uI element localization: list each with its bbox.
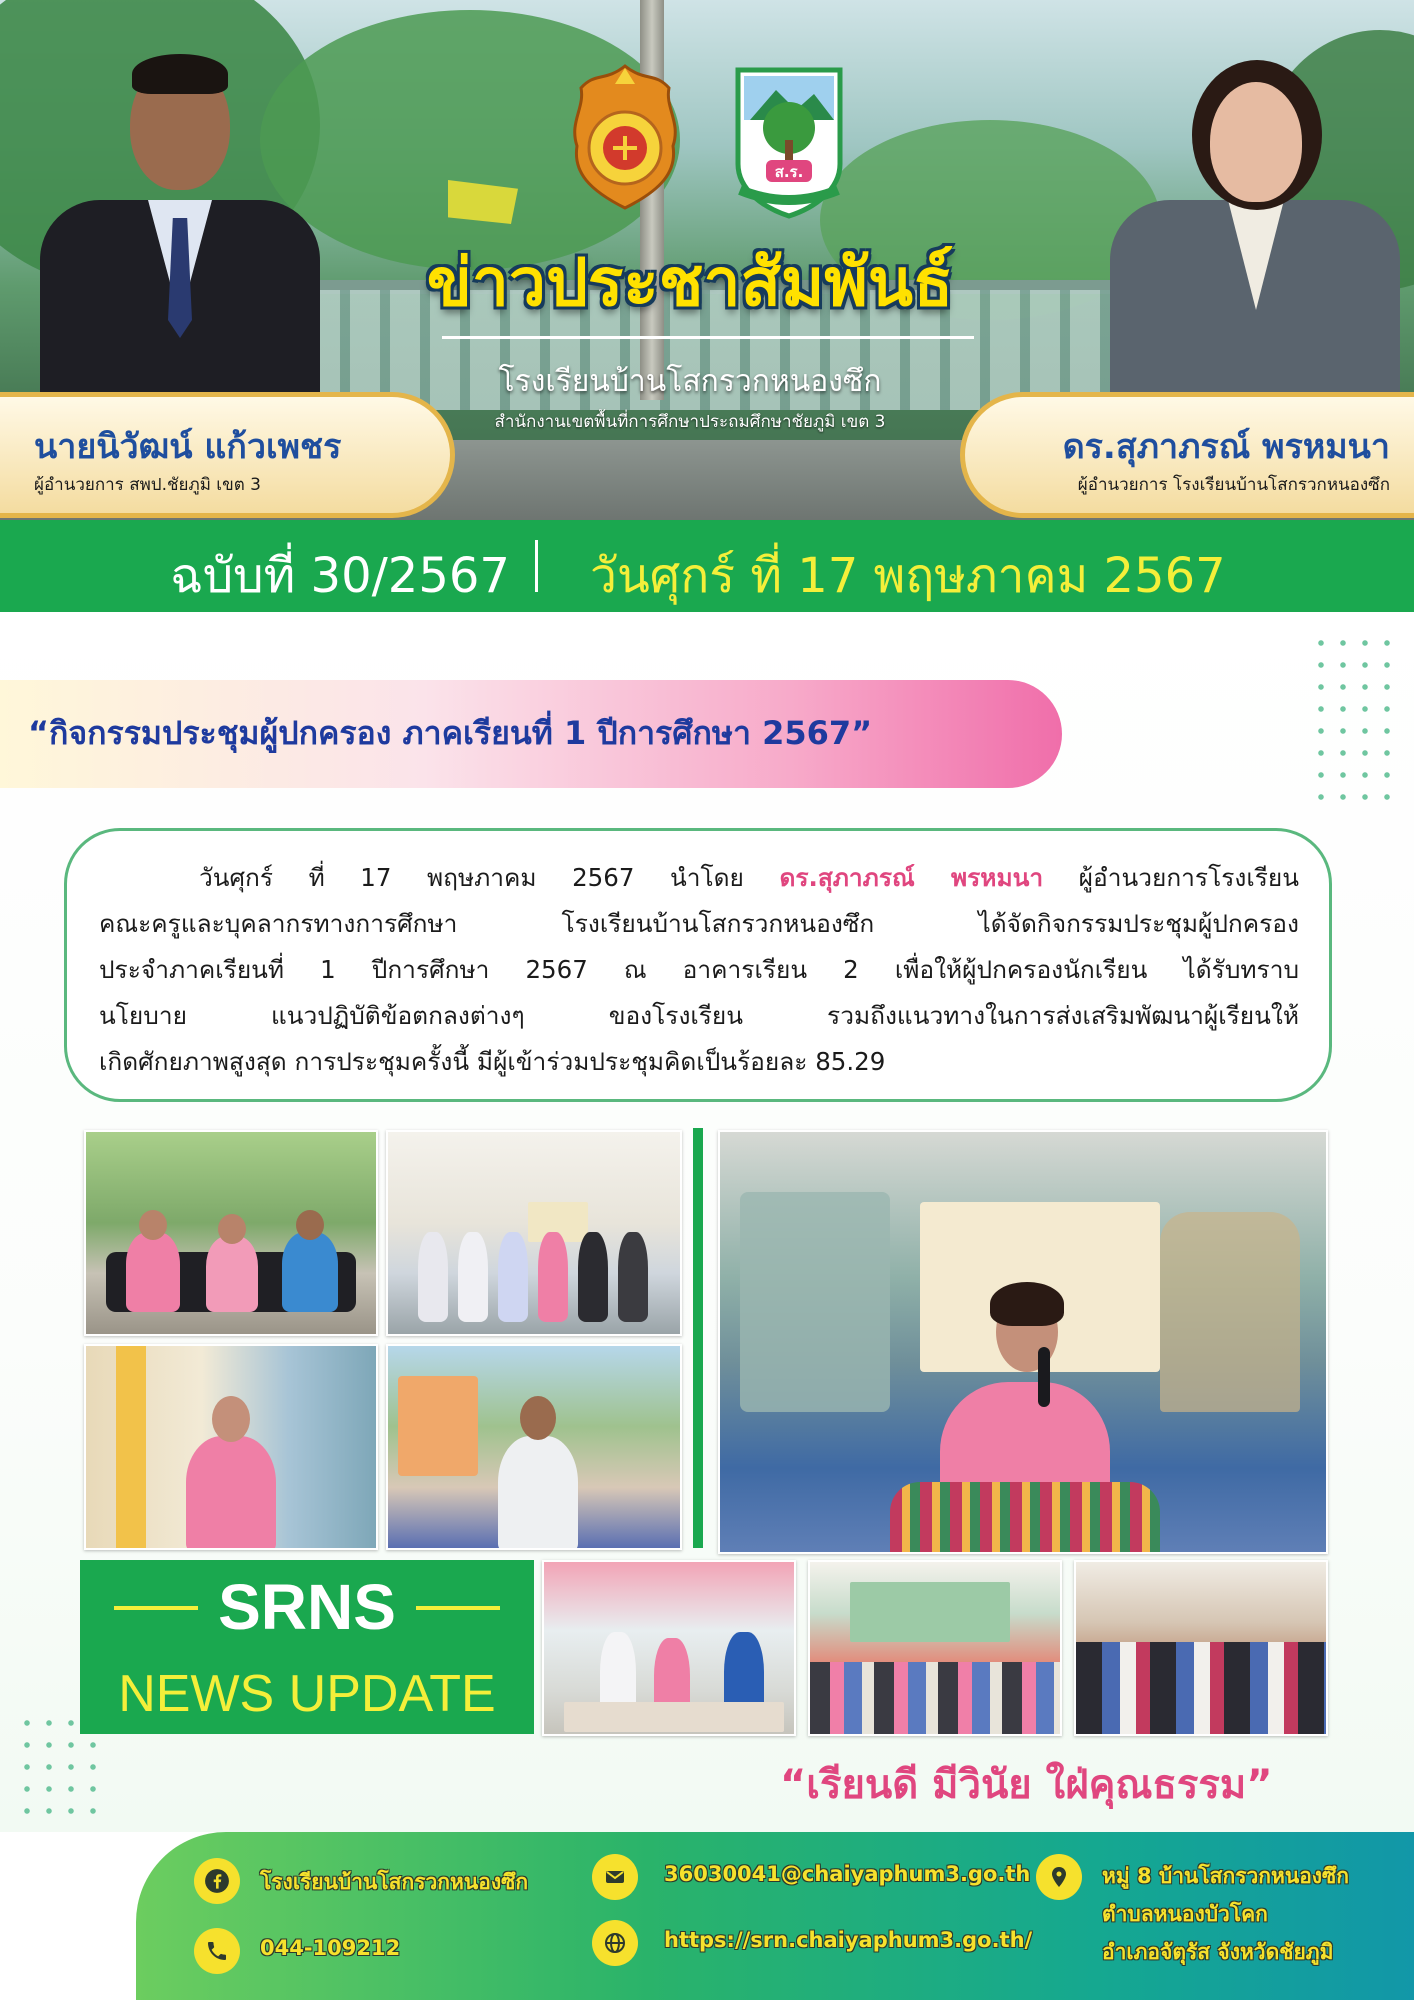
- logo-badge-text: ส.ร.: [774, 163, 804, 181]
- person-pink-1: [126, 1232, 180, 1312]
- photo-sofa-meeting: [84, 1130, 378, 1336]
- obec-emblem-icon: [565, 62, 685, 212]
- photo-audience-2: [1074, 1560, 1328, 1736]
- article-line-1a: วันศุกร์ ที่ 17 พฤษภาคม 2567 นำโดย: [199, 863, 780, 892]
- person: [458, 1232, 488, 1322]
- issue-separator: [535, 540, 538, 592]
- head: [296, 1210, 324, 1240]
- article-line-1b: ผู้อำนวยการโรงเรียน: [1043, 863, 1299, 892]
- office-name: สำนักงานเขตพื้นที่การศึกษาประถมศึกษาชัยภูมิ เขต 3: [494, 412, 886, 432]
- page-title: ข่าวประชาสัมพันธ์: [426, 244, 954, 321]
- person-pink-2: [206, 1236, 258, 1312]
- article-box: [64, 828, 1332, 1102]
- hair: [132, 54, 228, 94]
- mail-icon: [592, 1854, 638, 1900]
- face: [1210, 82, 1302, 202]
- address-line-3: อำเภอจัตุรัส จังหวัดชัยภูมิ: [1102, 1940, 1334, 1964]
- photo-audience-1: [808, 1560, 1062, 1736]
- title-divider: [442, 336, 974, 339]
- location-pin-icon: [1036, 1854, 1082, 1900]
- issue-number: ฉบับที่ 30/2567: [170, 548, 510, 604]
- head: [212, 1396, 250, 1442]
- head: [218, 1214, 246, 1244]
- dot-pattern-top-right: [1310, 632, 1398, 808]
- right-person-role: ผู้อำนวยการ โรงเรียนบ้านโสกรวกหนองซึก: [1077, 475, 1390, 495]
- article-line-1: [99, 855, 1299, 901]
- address-line-2: ตำบลหนองบัวโคก: [1102, 1902, 1268, 1926]
- head: [139, 1210, 167, 1240]
- photo-director-speaking: [718, 1130, 1328, 1554]
- woman-pink: [186, 1436, 276, 1550]
- phone-icon: [194, 1928, 240, 1974]
- waterfall-mural: [740, 1192, 890, 1412]
- left-person-photo: [30, 50, 330, 400]
- head: [520, 1396, 556, 1440]
- srns-title: SRNS: [218, 1571, 396, 1643]
- person: [578, 1232, 608, 1322]
- email-address[interactable]: 36030041@chaiyaphum3.go.th: [664, 1862, 1031, 1886]
- srns-subtitle: NEWS UPDATE: [118, 1665, 496, 1723]
- table-cloth: [890, 1482, 1160, 1554]
- left-name-plate: [0, 392, 455, 518]
- headline-banner: [0, 680, 1062, 788]
- phone-number[interactable]: 044-109212: [260, 1936, 401, 1960]
- photo-divider: [693, 1128, 703, 1548]
- footer-contact-bar: [136, 1832, 1414, 2000]
- right-person-photo: [1110, 60, 1410, 400]
- article-line-5: เกิดศักยภาพสูงสุด การประชุมครั้งนี้ มีผู้เข้าร่วมประชุมคิดเป็นร้อยละ 85.29: [99, 1047, 886, 1076]
- person: [498, 1232, 528, 1322]
- headline-text: “กิจกรรมประชุมผู้ปกครอง ภาคเรียนที่ 1 ปีการศึกษา 2567”: [28, 714, 873, 752]
- facebook-icon: [194, 1858, 240, 1904]
- person: [418, 1232, 448, 1322]
- issue-date: วันศุกร์ ที่ 17 พฤษภาคม 2567: [590, 548, 1226, 604]
- person: [618, 1232, 648, 1322]
- facebook-page-name[interactable]: โรงเรียนบ้านโสกรวกหนองซึก: [260, 1870, 529, 1894]
- temple-mural: [1160, 1212, 1300, 1412]
- photo-woman-seated: [84, 1344, 378, 1550]
- school-name: โรงเรียนบ้านโสกรวกหนองซึก: [498, 364, 882, 399]
- photo-group-standing: [386, 1130, 682, 1336]
- right-name-plate: [960, 392, 1414, 518]
- issue-bar: [0, 520, 1414, 612]
- article-line-4: นโยบาย แนวปฏิบัติข้อตกลงต่างๆ ของโรงเรียน รวมถึงแนวทางในการส่งเสริมพัฒนาผู้เรียนให้: [99, 1001, 1299, 1030]
- website-link[interactable]: https://srn.chaiyaphum3.go.th/: [664, 1928, 1033, 1952]
- hair: [990, 1282, 1064, 1326]
- photo-registration-desk: [542, 1560, 796, 1736]
- article-line-3: ประจำภาคเรียนที่ 1 ปีการศึกษา 2567 ณ อาคารเรียน 2 เพื่อให้ผู้ปกครองนักเรียน ได้รับทราบ: [99, 955, 1299, 984]
- address-line-1: หมู่ 8 บ้านโสกรวกหนองซึก: [1102, 1864, 1350, 1888]
- article-highlight-name: ดร.สุภาภรณ์ พรหมนา: [779, 863, 1044, 892]
- school-logo-icon: [730, 60, 848, 220]
- school-motto: “เรียนดี มีวินัย ใฝ่คุณธรรม”: [780, 1762, 1273, 1808]
- pillar: [116, 1346, 146, 1550]
- globe-icon: [592, 1920, 638, 1966]
- person: [538, 1232, 568, 1322]
- photo-man-speaking: [386, 1344, 682, 1550]
- desk: [564, 1702, 784, 1732]
- article-line-2: คณะครูและบุคลากรทางการศึกษา โรงเรียนบ้านโสกรวกหนองซึก ได้จัดกิจกรรมประชุมผู้ปกครอง: [99, 909, 1299, 938]
- right-person-name: ดร.สุภาภรณ์ พรหมนา: [1062, 427, 1390, 467]
- srns-news-update-box: [80, 1560, 534, 1734]
- left-person-role: ผู้อำนวยการ สพป.ชัยภูมิ เขต 3: [34, 475, 262, 495]
- article-text: [99, 855, 1299, 1085]
- audience-row: [1076, 1642, 1328, 1736]
- stage-banner: [850, 1582, 1010, 1642]
- person-blue: [282, 1232, 338, 1312]
- header-banner: [0, 0, 1414, 520]
- microphone: [1038, 1347, 1050, 1407]
- man-white-shirt: [498, 1436, 578, 1550]
- wall-poster: [398, 1376, 478, 1476]
- audience-row: [810, 1662, 1062, 1736]
- left-person-name: นายนิวัฒน์ แก้วเพชร: [34, 427, 342, 467]
